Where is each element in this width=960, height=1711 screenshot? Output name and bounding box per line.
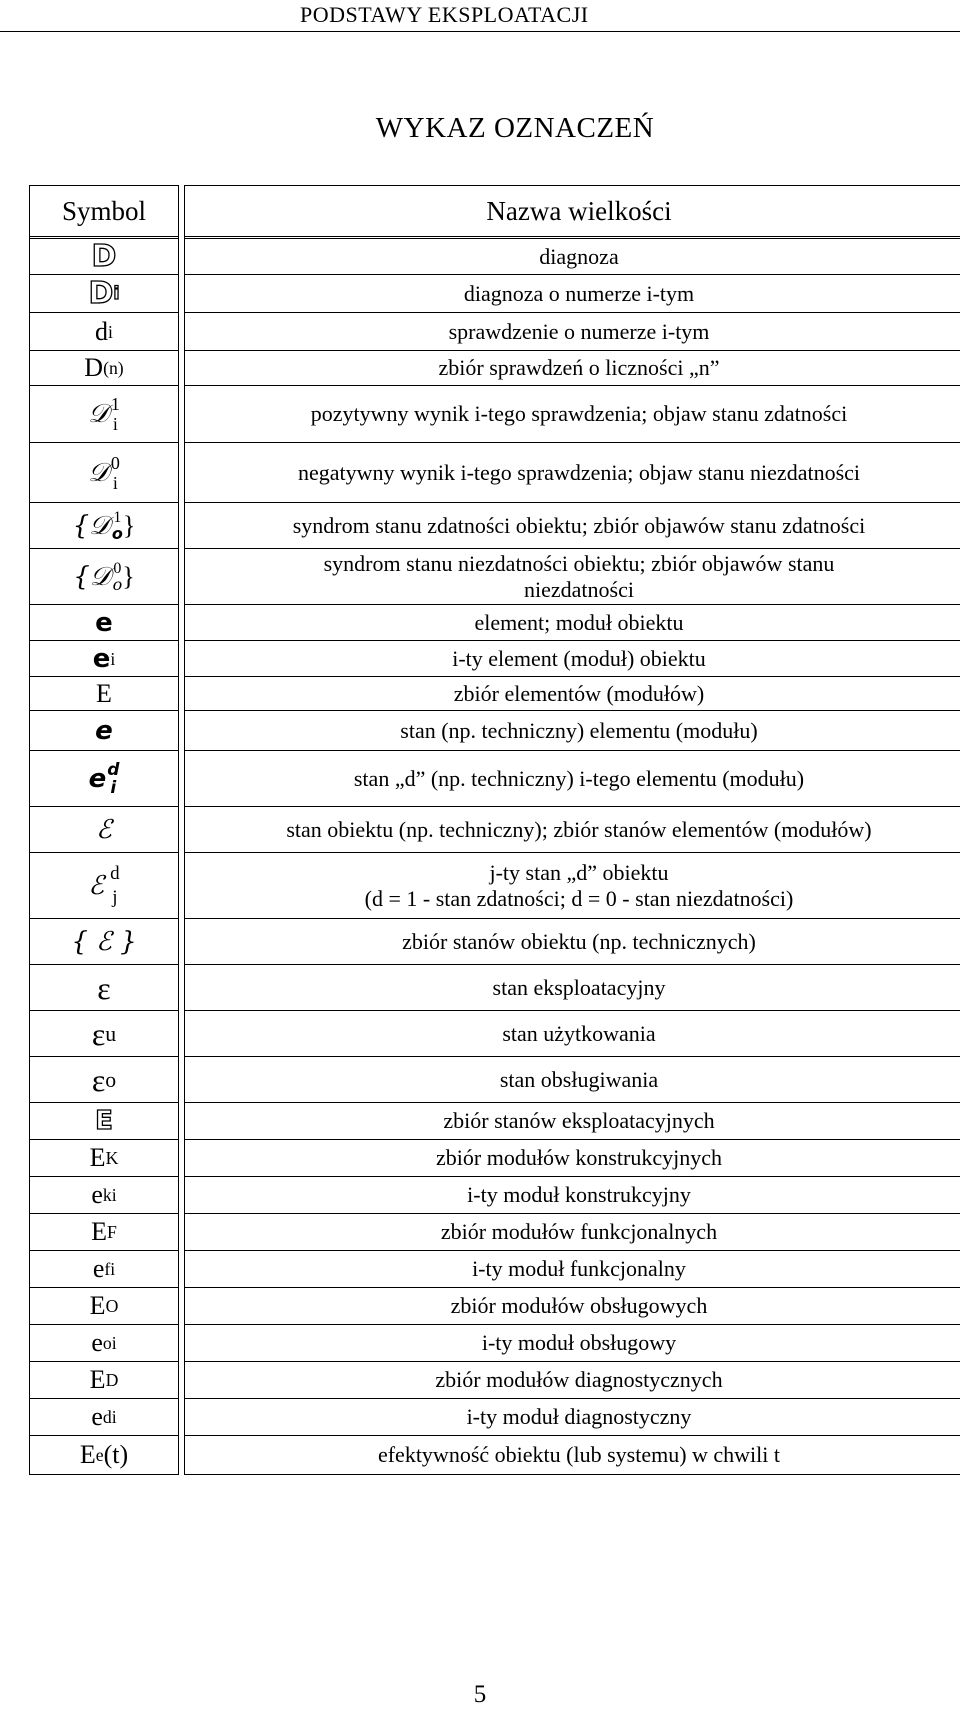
symbol-sub: i xyxy=(113,282,120,304)
page-header xyxy=(0,0,960,32)
symbol-sub: D xyxy=(105,1370,119,1390)
name-column xyxy=(184,185,960,1475)
name-cell: i-ty element (moduł) obiektu xyxy=(185,641,960,677)
symbol-sup: 0 xyxy=(110,452,120,473)
symbol-cell xyxy=(30,503,178,549)
symbol-close: } xyxy=(122,561,135,591)
symbol-cell xyxy=(30,1399,178,1436)
symbol-cell xyxy=(30,751,178,807)
symbol-cell xyxy=(30,239,178,275)
symbol-cell xyxy=(30,386,178,443)
symbol-text: E xyxy=(96,678,112,708)
name-cell: i-ty moduł diagnostyczny xyxy=(185,1399,960,1436)
name-cell: syndrom stanu zdatności obiektu; zbiór objawów stanu zdatności xyxy=(185,503,960,549)
symbol-sub: i xyxy=(110,777,117,798)
symbol-cell xyxy=(30,1011,178,1057)
name-cell: zbiór modułów diagnostycznych xyxy=(185,1362,960,1399)
symbol-cell xyxy=(30,1436,178,1474)
symbol-text: E xyxy=(95,1106,113,1136)
symbol-text: ε xyxy=(91,1015,106,1052)
symbol-text: E xyxy=(89,1291,106,1320)
symbol-text: E xyxy=(91,1217,108,1246)
symbol-sup: 1 xyxy=(110,394,120,414)
symbol-cell xyxy=(30,1103,178,1140)
name-cell: diagnoza xyxy=(185,239,960,275)
symbol-text: D xyxy=(91,238,117,274)
name-cell: sprawdzenie o numerze i-tym xyxy=(185,313,960,351)
symbol-cell xyxy=(30,919,178,965)
symbol-sub: (n) xyxy=(103,358,124,378)
symbol-text: e xyxy=(88,763,107,794)
symbol-close: } xyxy=(122,510,136,540)
symbol-text: ε xyxy=(91,1061,106,1098)
symbol-text: {𝒟 xyxy=(73,561,111,592)
symbol-text: e xyxy=(91,1402,103,1431)
name-cell: stan obsługiwania xyxy=(185,1057,960,1103)
symbol-sub: o xyxy=(111,523,123,543)
symbol-cell xyxy=(30,1362,178,1399)
symbol-cell xyxy=(30,1325,178,1362)
symbol-cell xyxy=(30,313,178,351)
symbol-column xyxy=(29,185,179,1475)
name-cell: zbiór modułów obsługowych xyxy=(185,1288,960,1325)
header-title: PODSTAWY EKSPLOATACJI xyxy=(300,2,589,27)
name-line: j-ty stan „d” obiektu xyxy=(489,859,669,885)
name-cell: negatywny wynik i-tego sprawdzenia; objaw stanu niezdatności xyxy=(185,443,960,503)
symbol-text: D xyxy=(84,353,104,382)
name-line: syndrom stanu niezdatności obiektu; zbiór objawów stanu xyxy=(323,550,835,576)
symbol-text: 𝒟 xyxy=(88,457,109,488)
symbol-sub: u xyxy=(105,1021,117,1046)
symbol-sub: o xyxy=(112,574,123,594)
symbol-text: D xyxy=(88,275,114,311)
name-cell: i-ty moduł funkcjonalny xyxy=(185,1251,960,1288)
symbol-cell xyxy=(30,677,178,711)
symbol-cell xyxy=(30,1251,178,1288)
symbol-cell xyxy=(30,853,178,919)
symbol-cell xyxy=(30,549,178,605)
symbol-header: Symbol xyxy=(30,186,178,239)
symbol-cell xyxy=(30,443,178,503)
symbol-text: 𝒟 xyxy=(88,399,109,429)
symbol-text: e xyxy=(95,715,113,746)
symbol-cell xyxy=(30,641,178,677)
name-line: niezdatności xyxy=(524,576,634,602)
symbol-sub: j xyxy=(112,886,118,908)
symbol-text: E xyxy=(89,1365,106,1394)
symbol-cell xyxy=(30,1177,178,1214)
name-cell: stan użytkowania xyxy=(185,1011,960,1057)
name-cell: stan „d” (np. techniczny) i-tego elementu (modułu) xyxy=(185,751,960,807)
symbol-sup: d xyxy=(107,759,120,780)
symbol-text: e xyxy=(92,1254,105,1283)
symbol-cell xyxy=(30,351,178,386)
name-cell: zbiór modułów funkcjonalnych xyxy=(185,1214,960,1251)
name-cell: zbiór elementów (modułów) xyxy=(185,677,960,711)
symbol-text: e xyxy=(91,1180,103,1209)
symbol-sub: fi xyxy=(104,1259,116,1279)
name-cell: zbiór stanów obiektu (np. technicznych) xyxy=(185,919,960,965)
name-cell: stan eksploatacyjny xyxy=(185,965,960,1011)
symbol-text: d xyxy=(95,316,109,346)
name-cell: i-ty moduł obsługowy xyxy=(185,1325,960,1362)
symbol-cell xyxy=(30,275,178,313)
symbol-text: e xyxy=(91,1328,103,1357)
symbol-sup: d xyxy=(110,862,120,884)
name-line: (d = 1 - stan zdatności; d = 0 - stan niezdatności) xyxy=(364,885,794,911)
name-cell: stan obiektu (np. techniczny); zbiór stanów elementów (modułów) xyxy=(185,807,960,853)
symbol-sub: i xyxy=(110,648,116,669)
symbol-cell xyxy=(30,807,178,853)
symbol-sub: e xyxy=(95,1445,104,1465)
symbol-cell xyxy=(30,605,178,641)
symbol-sub: o xyxy=(105,1067,117,1092)
symbol-sub: i xyxy=(112,414,118,434)
name-cell xyxy=(185,549,960,605)
name-header: Nazwa wielkości xyxy=(185,186,960,239)
symbol-sup: 1 xyxy=(113,508,122,526)
symbol-text: e xyxy=(92,643,111,674)
symbol-sup: 0 xyxy=(113,559,122,577)
name-cell: pozytywny wynik i-tego sprawdzenia; objaw stanu zdatności xyxy=(185,386,960,443)
symbol-text: { ℰ } xyxy=(71,926,137,957)
symbol-sub: i xyxy=(108,321,113,342)
symbol-cell xyxy=(30,1140,178,1177)
document-title: WYKAZ OZNACZEŃ xyxy=(375,112,655,144)
symbol-text: E xyxy=(79,1440,96,1469)
symbol-sub: K xyxy=(105,1148,119,1168)
symbol-text: e xyxy=(95,607,113,638)
name-cell: i-ty moduł konstrukcyjny xyxy=(185,1177,960,1214)
symbol-cell xyxy=(30,1288,178,1325)
name-cell: zbiór modułów konstrukcyjnych xyxy=(185,1140,960,1177)
symbol-cell xyxy=(30,1057,178,1103)
symbol-sub: F xyxy=(107,1222,117,1242)
symbol-cell xyxy=(30,1214,178,1251)
symbol-cell xyxy=(30,711,178,751)
name-cell: efektywność obiektu (lub systemu) w chwili t xyxy=(377,1442,781,1467)
symbol-text: {𝒟 xyxy=(72,510,110,541)
name-cell: stan (np. techniczny) elementu (modułu) xyxy=(185,711,960,751)
header-rule xyxy=(0,31,960,32)
symbol-text: E xyxy=(89,1143,106,1172)
symbol-cell xyxy=(30,965,178,1011)
name-cell: zbiór sprawdzeń o liczności „n” xyxy=(185,351,960,386)
symbol-after: (t) xyxy=(103,1440,129,1469)
symbol-sub: di xyxy=(102,1407,117,1427)
symbol-sub: oi xyxy=(102,1333,117,1353)
symbol-sub: ki xyxy=(102,1185,117,1205)
name-cell: zbiór stanów eksploatacyjnych xyxy=(185,1103,960,1140)
name-cell: element; moduł obiektu xyxy=(185,605,960,641)
page-number: 5 xyxy=(473,1681,487,1708)
symbol-sub: O xyxy=(105,1296,119,1316)
symbol-text: ℰ xyxy=(96,814,112,845)
symbol-sub: i xyxy=(112,472,118,493)
name-cell xyxy=(185,853,960,919)
symbol-text: ℰ xyxy=(88,870,105,901)
symbol-text: ε xyxy=(97,969,111,1006)
name-cell: diagnoza o numerze i-tym xyxy=(185,275,960,313)
